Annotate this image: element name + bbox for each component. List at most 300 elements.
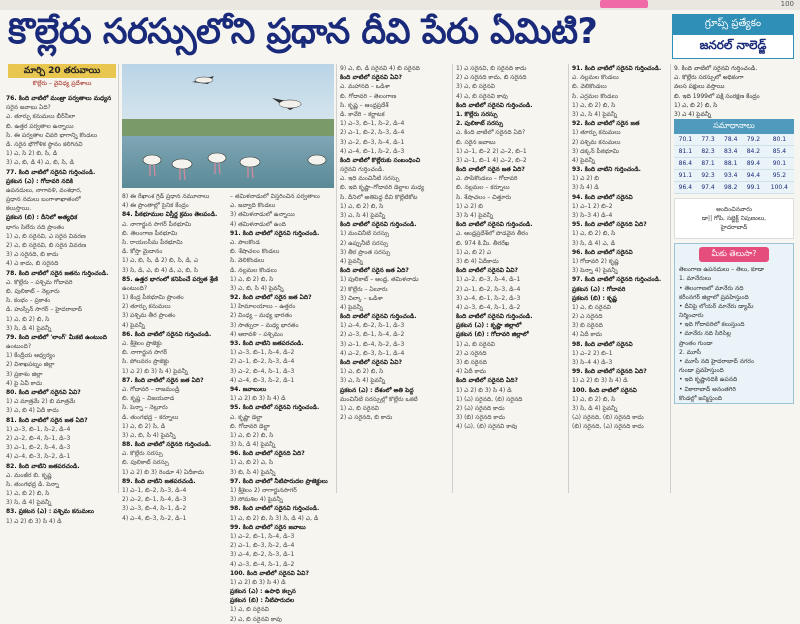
question-line: డి. హుస్సేన్ సాగర్ – హైదరాబాద్	[6, 306, 82, 314]
question-line: 4) పై ఏవీ కాదు	[6, 379, 43, 387]
question-line: బి. గోదావరి డెల్టా	[230, 422, 270, 430]
question-line: ఎ. కొల్లేరు సరస్సులో అధికంగా	[674, 74, 744, 82]
question-line: కింది వాటిలో సరైనవి గుర్తించండి.	[456, 313, 533, 321]
question-line: 1) ఎ 2) బి 3) సి 4) డి	[6, 517, 62, 525]
question-line: 1) ఎ, బి సరైనవి	[230, 606, 269, 614]
tip-line: కొండల్లో జన్మిస్తుంది	[679, 394, 723, 402]
question-line: 3) బి 4) ఏదీకాదు	[456, 257, 499, 265]
tip-line: • తెలంగాణలో మానేరు నది	[679, 284, 744, 292]
question-line: 79. కింది వాటిలో 'లాంగ్' మీకటి ఉంటుంది	[6, 333, 107, 341]
answer-cell: 95.2	[765, 170, 794, 182]
question-line: 2) ఎ–1, బి–2, సి–3, డి–4	[230, 358, 295, 366]
question-line: 1) ఎ–2, బి–1, సి–4, డి–3	[230, 532, 295, 540]
question-line: 3) ఎ–3, బి–4, సి–1, డి–2	[122, 505, 187, 513]
question-line: సి. ఎర్రమల కొండలు	[572, 92, 618, 100]
question-line: 4) ఎ–4, బి–3, సి–2, డి–1	[230, 376, 295, 384]
question-line: కింది వాటిలో సరైనవి గుర్తించండి.	[456, 221, 533, 229]
question-line: 1) ఎ–2 2) బి–1	[572, 349, 613, 357]
question-line: 2) ఎ సరైనది, బి కాదు	[340, 414, 393, 422]
question-line: 1) ఎ, బి 2) బి, సి 3) సి, డి 4) ఎ, డి	[230, 514, 319, 522]
question-line: 2) ఎ సరైనది	[572, 313, 603, 321]
question-line: 3) (బి) సరైనది కాదు	[456, 414, 505, 422]
side-header-line1: గ్రూప్స్ ప్రత్యేకం	[672, 14, 794, 34]
question-line: 3) సి, డి 4) పైవన్నీ	[572, 404, 618, 412]
question-line: ప్రకటన (ఎ) : ఉపాధి కల్పన	[230, 588, 296, 596]
question-line: – తమిళనాడులో విస్తరించిన పర్వతాలు	[230, 193, 320, 200]
question-line: 4) ఎ–3, బి–4, సి–1, డి–2	[456, 303, 521, 311]
question-line: 2) కొల్లేరు – ఏలూరు	[340, 285, 388, 293]
answer-cell: 94.4	[742, 170, 765, 182]
questions-column-3	[230, 192, 334, 623]
question-line: 2) పశ్చిమ కనుమలు	[572, 138, 621, 146]
question-line: ఎ. పాలకొండ	[230, 238, 260, 246]
answer-cell: 93.4	[719, 170, 742, 182]
question-line: 1) ఎ–2, బి–3, సి–4, డి–1	[456, 276, 521, 284]
answer-cell: 77.3	[697, 134, 720, 146]
column-divider	[670, 64, 671, 493]
tip-line: ప్రాంతం గుండా	[679, 339, 713, 347]
question-line: డి. కావేరి – కర్ణాటక	[340, 110, 385, 118]
question-line: బి. వెలికొండలు	[572, 83, 607, 91]
question-line: 4) ఆరావళి – పశ్చిమం	[230, 330, 283, 338]
question-line: బి. ఇది 1999లో పక్షి సంరక్షణ కేంద్రం	[674, 92, 760, 100]
question-line: 2. పులికాట్ సరస్సు	[456, 120, 504, 128]
question-line: 1) ఎ, బి 2) బి, సి	[6, 315, 50, 323]
question-line: 2) ఎ–2, బి–4, సి–1, డి–3	[6, 434, 71, 442]
question-line: (ఎ) సరైనది, (బి) సరైనది కాదు	[572, 414, 644, 422]
question-line: 3) ఎ–1, బి–4, సి–2, డి–3	[340, 340, 405, 348]
question-line: ఉపనదులు, నాగావళి, వంశధార,	[6, 186, 82, 194]
question-line: ఎ. తూర్పు కనుమలు బీర్‌నీలా	[6, 113, 76, 121]
answers-table	[674, 134, 794, 194]
question-line: ఎ. పాపికొండలు – గోదావరి	[456, 175, 518, 183]
question-line: 3) ఎ–4, బి–2, సి–3, డి–1	[230, 551, 295, 559]
question-line: 2) ఎ–1, బి–3, సి–2, డి–4	[230, 542, 295, 550]
lake-photo	[122, 64, 334, 188]
question-line: 4) ఏదీ కాదు	[572, 331, 602, 339]
question-line: బి. పులికాట్ సరస్సు	[122, 459, 169, 467]
question-line: ఎ. మహానది – ఒడిశా	[340, 83, 390, 91]
question-line: 1) ఎ–3, బి–1, సి–2, డి–4	[340, 120, 405, 128]
questions-column-4	[340, 64, 450, 492]
question-line: 1) ఎ, బి 2) బి, సి	[230, 431, 274, 439]
column-divider	[568, 64, 569, 493]
question-line: 82. కింది వాటిని జతపరచండి.	[6, 462, 80, 470]
question-line: 3) తమిళనాడులో ఉన్నాయి	[230, 211, 295, 219]
question-line: ప్రకటన (ఎ) : కృష్ణా జిల్లాలో	[456, 322, 522, 330]
question-line: 1) ఎ–3, బి–1, సి–4, డి–2	[230, 349, 295, 357]
question-line: 1) ఎ 2) బి 3) సి 4) డి	[230, 578, 286, 586]
question-line: ఎ. కొల్లేరు – పశ్చిమ గోదావరి	[6, 278, 73, 286]
column-divider	[452, 64, 453, 493]
question-line: 3) ఎ, బి, సి 4) పైవన్నీ	[230, 284, 284, 292]
question-line: 1) శ్రీశైలం 2) నాగార్జునసాగర్	[230, 487, 297, 494]
question-line: సి. పెన్నా – నెల్లూరు	[122, 404, 168, 412]
question-line: 2) విశాఖపట్నం జిల్లా	[6, 361, 55, 369]
question-line: 76. కింది వాటిలో మంజ్రా పర్వతాలు మధ్యన	[6, 95, 112, 102]
question-line: 1) ఎ–3, బి–1, సి–2, డి–4	[6, 425, 71, 433]
question-line: 3) సాత్పురా – మధ్య భారతం	[230, 321, 299, 329]
question-line: బి. పులికాట్ – నెల్లూరు	[6, 287, 60, 295]
question-line: సి. రాయలసీమ పీఠభూమి	[122, 238, 183, 246]
question-line: ఎ. నాగార్జున సాగర్ పీఠభూమి	[122, 220, 192, 228]
question-line: 2) ఉప్పునీటి సరస్సు	[340, 239, 389, 247]
question-line: కింది వాటిలో సరైనవి గుర్తించండి.	[340, 221, 417, 229]
credit-line: డా|| గోపి, సబ్జెక్ట్ నిపుణులు,	[701, 215, 767, 223]
question-line: 2) వింధ్య – మధ్య భారతం	[230, 312, 293, 320]
question-line: 1) ఎ మాత్రమే 2) బి మాత్రమే	[6, 398, 76, 406]
question-line: 1) మంచినీటి సరస్సు	[340, 230, 390, 238]
question-line: 80. కింది వాటిలో సరైనవి ఏవి?	[6, 389, 81, 396]
tip-line: • ఇది కృష్ణానదికి ఉపనది	[679, 376, 738, 384]
question-line: 2) ఎ, బి సరైనవి, బి సరైన వివరణ	[6, 242, 87, 249]
answer-cell: 92.3	[697, 170, 720, 182]
question-line: బి. ఇది కృష్ణా–గోదావరి డెల్టాల మధ్య	[340, 184, 425, 192]
answer-cell: 96.4	[674, 182, 697, 194]
tip-line: 2. మూసీ	[679, 348, 702, 356]
question-line: భాగం సిలేరు నది ప్రాంతం	[6, 223, 65, 231]
question-line: 4) ఎ, బి సరైనవి కావు	[456, 92, 508, 100]
question-line: ఎ. నల్లమల కొండలు	[572, 74, 619, 82]
question-line: 2) ఎ సరైనది	[456, 349, 487, 357]
questions-column-1	[6, 94, 116, 525]
tip-line: గుండా ప్రవహిస్తుంది	[679, 367, 724, 375]
question-line: 2) ఎ–1, బి–2, సి–3, డి–4	[340, 129, 405, 137]
question-line: 3) సి 4) డి	[572, 184, 599, 192]
question-line: 1) పులికాట్ – ఆంధ్ర, తమిళనాడు	[340, 276, 419, 284]
tip-line: తెలంగాణ ఉపనదులు – తెలు, కూడా	[679, 266, 765, 274]
question-line: కింది వాటిలో కొల్లేరుకు సంబంధించి	[340, 156, 421, 164]
question-line: 1) కేంద్రీయ ఆధ్వర్యం	[6, 352, 56, 360]
answer-cell: 87.1	[697, 158, 720, 170]
side-header-line2: జనరల్ నాలెడ్జ్	[672, 34, 794, 59]
question-line: 9) ఎ, బి, డి సరైనవి 4) బి సరైనది	[340, 65, 420, 72]
continuation-tag: మార్చి 20 తరువాయి	[8, 64, 116, 78]
question-line: 3) సి–4 4) డి–3	[572, 359, 613, 366]
question-line: 4) ఎ–4, బి–3, సి–2, డి–1	[6, 453, 71, 461]
question-line: 1) ఎ 2) బి 3) సి 4) డి	[456, 386, 512, 394]
question-line: 89. కింది వాటిని జతపరచండి.	[122, 477, 196, 485]
question-line: కింది వాటిలో సరైనవి ఏవి?	[340, 359, 403, 366]
question-line: 100. కింది వాటిలో సరైనవి ఏవి?	[230, 569, 309, 577]
question-line: ఉంటుంది?	[122, 284, 148, 292]
question-line: 3) చిల్కా – ఒడిశా	[340, 294, 383, 302]
question-line: 1) ఎ 2) బి 3) సి 4) పైవన్నీ	[122, 367, 188, 375]
question-line: సి. తుంగభద్ర డి. పెన్నా	[6, 480, 59, 488]
question-line: 3) ఎ, బి సరైనవి	[456, 83, 495, 91]
question-line: కింది వాటిలో సరైనవి ఏవి?	[456, 267, 519, 275]
column-divider	[336, 64, 337, 493]
question-line: 81. కింది వాటిలో సరైన జత ఏది?	[6, 416, 88, 424]
author-credit	[674, 198, 794, 239]
question-line: ఎ. మంజీర బి. కృష్ణ	[6, 471, 52, 479]
question-line: ఎ. ఆంధ్రప్రదేశ్‌లో పొడవైన తీరం	[456, 230, 529, 238]
answer-cell: 84.2	[742, 146, 765, 158]
question-line: ప్రధాన నదులు బంగాళాఖాతంలో	[6, 196, 81, 204]
question-line: 1. కొల్లేరు సరస్సు	[456, 110, 498, 118]
question-line: 95. కింది వాటిలో సరైనది ఏది?	[572, 221, 647, 229]
answer-cell: 82.3	[697, 146, 720, 158]
question-line: 2) (ఎ) సరైనది కాదు	[456, 404, 505, 412]
question-line: 94. జవాబులు	[230, 385, 267, 393]
answers-row	[674, 170, 794, 182]
tip-line: 1. మానేరులు	[679, 275, 712, 283]
question-line: 1) గోదావరి 2) కృష్ణ	[572, 257, 619, 265]
question-line: 1) ఎ, బి 2) బి, సి	[572, 101, 616, 109]
questions-column-2	[122, 192, 226, 522]
column-divider	[118, 64, 119, 493]
question-line: సి. పోలవరం ప్రాజెక్టు	[122, 358, 169, 366]
question-line: ప్రకటన (బి) : దీనిలో అత్యధిక	[6, 214, 78, 222]
question-line: 83. ప్రకటన (ఎ) : పశ్చిమ కనుమలు	[6, 508, 95, 516]
question-line: 3) దక్కన్ పీఠభూమి	[572, 147, 619, 155]
tip-line: కరీంనగర్ జిల్లాలో ప్రవహిస్తుంది	[679, 293, 749, 301]
question-line: 3) ఎ, సి 4) పైవన్నీ	[340, 377, 386, 385]
answer-cell: 98.2	[719, 182, 742, 194]
question-line: ఎ. కొల్లేరు సరస్సు	[122, 450, 163, 458]
question-line: 3) పశ్చిమ తీర ప్రాంతం	[122, 312, 176, 320]
question-line: సరైన జవాబు ఏది?	[6, 104, 51, 112]
question-line: 3) ఎ, బి, డి 4) ఎ, బి, సి, డి	[6, 159, 74, 167]
question-line: 1) ఎ–1, బి–2 2) ఎ–2, బి–1	[456, 147, 527, 155]
question-line: ప్రకటన (ఎ) : గోదావరి	[572, 285, 626, 293]
question-line: బి. శేషాచలం కొండలు	[230, 248, 280, 256]
question-line: 3) సోమశిల 4) పైవన్నీ	[230, 496, 283, 504]
question-line: ఎ. కింది వాటిలో సరైనది ఏది?	[456, 129, 526, 137]
question-line: 3) ఎ–2, బి–4, సి–1, డి–3	[230, 367, 295, 375]
question-line: 96. కింది వాటిలో సరైనది ఏది?	[230, 450, 305, 458]
storks-illustration	[122, 64, 334, 188]
answer-cell: 79.2	[742, 134, 765, 146]
question-line: కింది వాటిలో సరైన జత ఏది?	[340, 267, 409, 275]
questions-column-6	[572, 64, 668, 492]
answers-row	[674, 182, 794, 194]
question-line: కింది వాటిలో సరైన జత ఏది?	[456, 166, 525, 174]
question-line: 85. ఉత్తర భాగంలో కనిపించే పర్వత శ్రేణి	[122, 275, 218, 283]
question-line: 3) ఎ, సి 4) పైవన్నీ	[340, 212, 386, 219]
question-line: 4) తమిళనాడులో ఉంది	[230, 220, 286, 228]
question-line: 87. కింది వాటిలో సరైన జత ఏది?	[122, 376, 204, 384]
question-line: 1) (ఎ) సరైనది, (బి) సరైనది	[456, 395, 523, 403]
question-line: సరైనవి గుర్తించండి.	[340, 166, 385, 174]
headline: కొల్లేరు సరస్సులోని ప్రధాన దీవి పేరు ఏమిటి?	[8, 12, 598, 52]
credit-line: హైదరాబాద్	[720, 224, 748, 232]
question-line: 93. కింది వాటిని గుర్తించండి.	[572, 166, 641, 174]
answer-cell: 88.1	[719, 158, 742, 170]
question-line: బి. 974 కి.మీ. తీరరేఖ	[456, 239, 510, 247]
question-line: (బి) సరైనది, (ఎ) సరైనది కాదు	[572, 423, 644, 431]
question-line: 1) ఎ, బి 2) బి, సి	[572, 230, 616, 238]
question-line: ప్రకటన (బి) : నీటిపారుదల	[230, 597, 295, 605]
question-line: 84. పీఠభూముల విస్తీర్ణ క్రమం తెలపండి.	[122, 211, 218, 219]
question-line: 3) సి, డి 4) పైవన్నీ	[6, 324, 52, 332]
answer-cell: 100.4	[765, 182, 794, 194]
tip-line: • ఇది గోదావరిలో కలుస్తుంది	[679, 321, 745, 329]
question-line: 3) ఎ సరైనది, బి కాదు	[6, 251, 59, 259]
question-line: 1) ఎ, బి 2) బి, సి	[674, 101, 718, 109]
question-line: కింది వాటిలో సరైనవి గుర్తించండి.	[340, 313, 417, 321]
question-line: 4) ఎ–3, బి–4, సి–1, డి–2	[230, 560, 295, 568]
question-line: 100. కింది వాటిలో సరైనవి	[572, 386, 637, 394]
question-line: 3) బి, సి 4) పైవన్నీ	[230, 468, 276, 476]
question-line: 4) (ఎ), (బి) సరైనవి కావు	[456, 423, 518, 431]
question-line: 4) పైవన్నీ	[122, 321, 145, 329]
answer-cell: 80.1	[765, 134, 794, 146]
question-line: ఎ. జవ్వాది కొండలు	[230, 202, 276, 210]
question-line: 1) ఎ, బి 2) బి, సి	[340, 368, 384, 376]
question-line: 4) ఈ ప్రాంతాల్లో సైనిక కేంద్రం	[122, 202, 189, 210]
question-line: 9. కింది వాటిలో సరైనవి గుర్తించండి.	[674, 65, 758, 72]
question-line: 4) ఏదీ కాదు	[456, 368, 486, 376]
question-line: ఎ. శ్రీశైలం ప్రాజెక్టు	[122, 340, 162, 347]
answers-header: సమాధానాలు	[674, 119, 794, 134]
answer-cell: 99.1	[742, 182, 765, 194]
question-line: 1) ఎ, బి 2) బి, సి	[572, 395, 616, 403]
question-line: బి. గోదావరి – తెలంగాణ	[340, 92, 397, 100]
question-line: 95. కింది వాటిలో సరైనవి గుర్తించండి.	[230, 404, 320, 412]
answer-cell: 91.1	[674, 170, 697, 182]
question-line: 1) హిమాలయాలు – ఉత్తరం	[230, 303, 296, 311]
question-line: 3) ఎ, సి 4) పైవన్నీ	[572, 110, 618, 118]
question-line: 1) ఎ, బి 2) బి, సి	[6, 490, 50, 498]
question-line: 1) ఎ, బి 2) ఎ	[456, 248, 492, 256]
question-line: 92. కింది వాటిలో సరైన జత	[572, 120, 640, 128]
question-line: ప్రకటన (ఎ) : గోదావరి నదికి	[6, 177, 73, 185]
question-line: 78. కింది వాటిలో సరైన జతను గుర్తించండి.	[6, 269, 109, 277]
question-line: 2) ఎ సరైనది కాదు, బి సరైనది	[456, 74, 527, 82]
question-line: కలుస్తాయి.	[6, 205, 32, 213]
right-questions	[674, 64, 794, 119]
tip-line: • వికారాబాద్ అనంతగిరి	[679, 385, 736, 393]
question-line: 2) ఎ–1, బి–2, సి–3, డి–4	[456, 285, 521, 293]
question-line: 3) సి, డి, ఎ, బి 4) డి, ఎ, బి, సి	[122, 266, 199, 274]
question-line: 96. కింది వాటిలో సరైనవి	[572, 248, 633, 256]
question-line: డి. కోస్తా మైదానం	[122, 248, 163, 256]
tip-line: • మానేరు నది సిరిసిల్ల	[679, 330, 732, 338]
question-line: ప్రకటన (ఎ) : దేశంలో అతి పెద్ద	[340, 386, 414, 394]
question-line: ఉంటుంది?	[6, 343, 32, 351]
question-line: 3) ఎ, బి, సి 4) పైవన్నీ	[122, 431, 176, 439]
question-line: 1) ఎ 2) బి 3) రెండూ 4) ఏదీకాదు	[122, 468, 204, 476]
question-line: సి. కృష్ణ – ఆంధ్రప్రదేశ్	[340, 101, 389, 109]
tip-line: నిర్మించారు	[679, 312, 704, 320]
question-line: 1) ఎ, బి 2) సి, డి	[122, 422, 166, 430]
question-line: 3) బి సరైనది	[572, 322, 603, 330]
question-line: 2) తూర్పు కనుమలు	[122, 303, 171, 311]
question-line: ఎ. ఇది మంచినీటి సరస్సు	[340, 175, 400, 183]
question-line: బి. కృష్ణ – విజయవాడ	[122, 395, 175, 403]
did-you-know-lines	[675, 265, 793, 403]
question-line: 1) ఎ, బి సరైనవి	[340, 404, 379, 412]
question-line: 3) పెన్నా 4) పైవన్నీ	[572, 267, 618, 275]
question-line: 1) ఎ, బి సరైనవి	[456, 340, 495, 348]
question-line: 3) ఎ 4) పైవన్నీ	[674, 110, 712, 118]
question-line: 1) కేంద్ర పీఠభూమి ప్రాంతం	[122, 294, 184, 302]
question-line: 91. కింది వాటిలో సరైనవి గుర్తించండి.	[230, 229, 320, 237]
question-line: 1) ఎ 2) బి	[456, 202, 483, 210]
answer-cell: 70.1	[674, 134, 697, 146]
question-line: సి. శేషాచలం – చిత్తూరు	[456, 193, 512, 201]
question-line: డి. తుంగభద్ర – కర్నూలు	[122, 413, 179, 421]
question-line: 94. కింది వాటిలో సరైనవి	[572, 193, 633, 201]
question-line: సి. కంభం – ప్రకాశం	[6, 297, 51, 305]
answers-row	[674, 158, 794, 170]
answer-cell: 85.4	[765, 146, 794, 158]
question-line: ప్రకటన (బి) : కృష్ణ	[572, 294, 617, 302]
question-line: డి. సరైన భౌగోళిక స్థానం కలిగినవి	[6, 140, 83, 148]
question-line: 93. కింది వాటిని జతపరచండి.	[230, 340, 304, 347]
question-line: 3) తీర ప్రాంత సరస్సు	[340, 248, 391, 256]
answer-cell: 89.4	[742, 158, 765, 170]
question-line: కింది వాటిలో సరైనది ఏది?	[456, 377, 518, 385]
question-line: 98. కింది వాటిలో సరైనవి గుర్తించండి.	[230, 505, 320, 513]
question-line: బి. సరైన జవాబు	[456, 138, 496, 146]
question-line: బి. నల్లమల – కర్నూలు	[456, 184, 510, 192]
question-line: 92. కింది వాటిలో సరైన జత ఏది?	[230, 294, 312, 302]
question-line: 1) ఎ 2) బి	[572, 175, 599, 183]
question-line: డి. నల్లమల కొండలు	[230, 266, 277, 274]
question-line: ఎ. గోదావరి – రాజమండ్రి	[122, 385, 180, 393]
page-number: 100	[780, 0, 794, 8]
question-line: 3) ఎ–1, బి–2, సి–4, డి–3	[6, 444, 71, 452]
question-line: 3) సి, డి 4) ఎ, డి	[572, 239, 616, 247]
question-line: 1) ఎ–1 2) బి–2	[572, 202, 613, 210]
question-line: 4) పైవన్నీ	[572, 156, 595, 164]
answer-cell: 81.1	[674, 146, 697, 158]
question-line: సి. ఈ పర్వతాల చివరి భాగాన్ని కొండలు	[6, 131, 98, 139]
question-line: 97. కింది వాటిలో నీటిపారుదల ప్రాజెక్టులు	[230, 477, 328, 485]
question-line: 3) సి 4) పైవన్నీ	[456, 212, 494, 219]
question-line: 98. కింది వాటిలో సరైనవి	[572, 340, 633, 348]
question-line: 77. కింది వాటిలో సరైనవి గుర్తించండి.	[6, 168, 96, 176]
question-line: 1) ఎ 2) బి 3) సి 4) డి	[230, 395, 286, 403]
question-line: 2) ఎ–2, బి–1, సి–4, డి–3	[122, 496, 187, 504]
question-line: 1) ఎ, బి సరైనవి, ఎ సరైన వివరణ	[6, 232, 86, 240]
question-line: సి. వెలికొండలు	[230, 257, 265, 265]
answer-cell: 86.4	[674, 158, 697, 170]
answer-cell: 97.4	[697, 182, 720, 194]
answers-row	[674, 134, 794, 146]
question-line: 3) ఎ–4, బి–1, సి–2, డి–3	[456, 294, 521, 302]
question-line: 4) పైవన్నీ	[340, 303, 363, 311]
question-line: 3) ఎ, బి 4) ఏదీ కాదు	[6, 407, 59, 415]
continuation-subtag: కొల్లేరు – వైవిధ్య ప్రదేశాలు	[32, 80, 92, 87]
tip-line: • దీనిపై లోయర్ మానేరు డ్యామ్	[679, 302, 754, 310]
question-line: కింది వాటిలో సరైనవి గుర్తించండి.	[456, 101, 533, 109]
question-line: 2) ఎ–3, బి–1, సి–4, డి–2	[340, 331, 405, 339]
question-line: 3) సి, డి 4) పైవన్నీ	[6, 499, 52, 507]
questions-column-5	[456, 64, 566, 492]
question-line: 4) ఎ–4, బి–1, సి–2, డి–3	[340, 147, 405, 155]
question-line: 99. కింది వాటిలో సరైన జవాబు	[230, 523, 306, 531]
section-marker	[600, 0, 648, 8]
question-line: 3) ప్రకాశం జిల్లా	[6, 370, 43, 378]
question-line: 1) ఎ–1, బి–2, సి–3, డి–4	[122, 487, 187, 494]
question-line: 3) సి–3 4) డి–4	[572, 212, 613, 219]
tip-line: • మూసీ నది హైదరాబాద్ నగరం	[679, 358, 755, 365]
question-line: 97. కింది వాటిలో సరైనది గుర్తించండి.	[572, 276, 662, 284]
question-line: వలస పక్షులు వస్తాయి	[674, 83, 725, 91]
answer-cell: 83.4	[719, 146, 742, 158]
question-line: ప్రకటన (బి) : గోదావరి జిల్లాలో	[456, 331, 529, 339]
did-you-know-title: మీకు తెలుసా?	[699, 247, 769, 262]
question-line: 2) ఎ, బి సరైనవి కావు	[230, 615, 282, 623]
answer-cell: 78.4	[719, 134, 742, 146]
question-line: సి. దీనిలో అతిపెద్ద దీవి కొల్లేటికోట	[340, 193, 418, 201]
question-line: 3) ఎ–1, బి–1 4) ఎ–2, బి–2	[456, 156, 527, 164]
side-header	[672, 14, 794, 59]
question-line: 1) ఎ, బి 2) బి, సి	[230, 275, 274, 283]
